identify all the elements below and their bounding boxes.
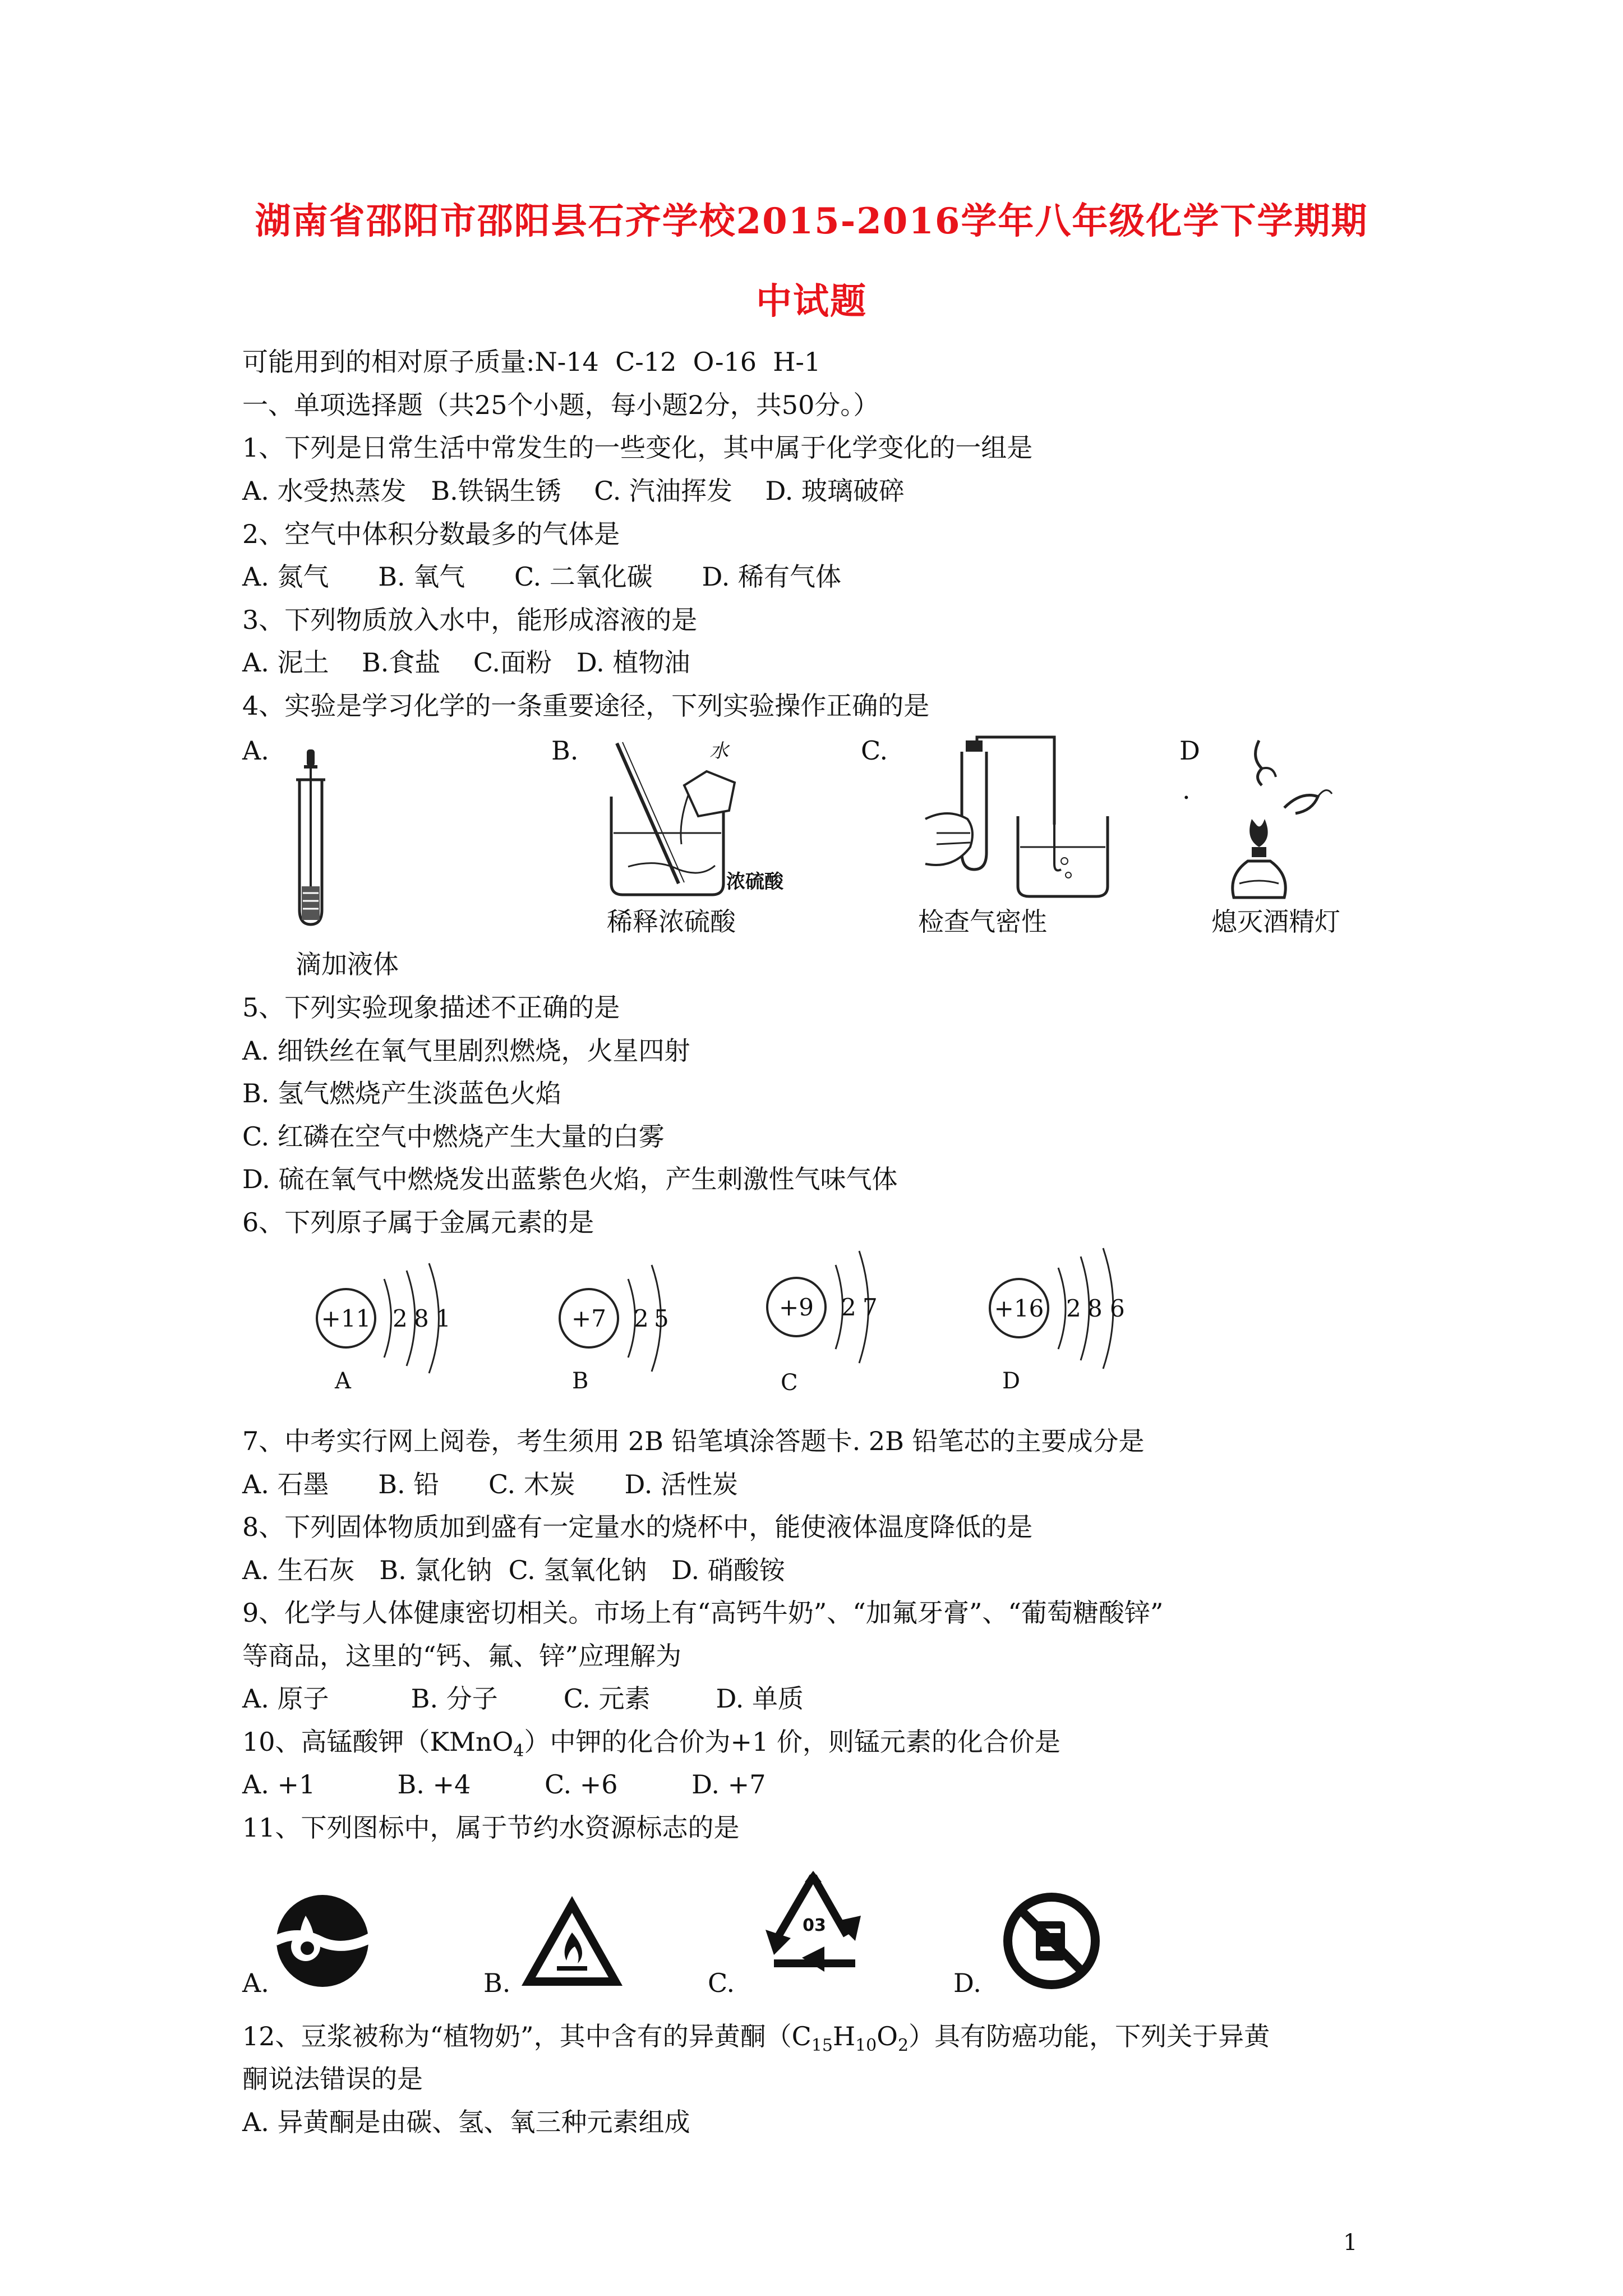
atom-d-shell-3: 6 [1110,1295,1125,1322]
question-7-stem: 7、中考实行网上阅卷，考生须用 2B 铅笔填涂答题卡. 2B 铅笔芯的主要成分是 [242,1426,1145,1456]
question-11-label-b: B. [483,1968,511,1998]
question-4-label-d: D [1179,735,1200,766]
question-12-sub-2: 10 [855,2036,877,2056]
document-title-line1: 湖南省邵阳市邵阳县石齐学校2015-2016学年八年级化学下学期期 [255,200,1368,242]
atom-d-label: D [1002,1368,1021,1394]
question-12-stem-a: 12、豆浆被称为“植物奶”，其中含有的异黄酮（C [242,2021,811,2051]
atom-d-shell-2: 8 [1087,1295,1103,1322]
question-12-stem-b: ）具有防癌功能，下列关于异黄 [909,2021,1270,2051]
question-5-option-a: A. 细铁丝在氧气里剧烈燃烧，火星四射 [242,1036,690,1066]
question-2-stem: 2、空气中体积分数最多的气体是 [242,519,620,549]
recycling-icon [751,1868,875,1986]
atomic-mass-note: 可能用到的相对原子质量:N-14 C-12 O-16 H-1 [242,347,821,377]
water-label: 水 [709,740,728,762]
question-12-sub-1: 15 [811,2036,833,2056]
question-6-stem: 6、下列原子属于金属元素的是 [242,1207,594,1237]
atom-a-shell-3: 1 [436,1305,451,1332]
question-9-options: A. 原子 B. 分子 C. 元素 D. 单质 [242,1683,804,1714]
caption-extinguish-lamp: 熄灭酒精灯 [1211,907,1340,937]
question-5-option-d: D. 硫在氧气中燃烧发出蓝紫色火焰，产生刺激性气味气体 [242,1164,898,1194]
caption-airtightness: 检查气密性 [918,907,1047,937]
atom-a-shell-1: 2 [393,1305,408,1332]
question-5-option-c: C. 红磷在空气中燃烧产生大量的白雾 [242,1121,665,1152]
atom-a-label: A [335,1368,351,1394]
question-12-stem [242,2023,1270,2054]
question-10-options: A. +1 B. +4 C. +6 D. +7 [242,1769,766,1800]
question-4-label-c: C. [861,735,888,766]
question-12-mid-1: H [832,2021,856,2051]
airtightness-check-figure [914,735,1122,903]
question-11-label-c: C. [708,1968,735,1998]
prohibition-icon [1001,1890,1102,1991]
question-7-options: A. 石墨 B. 铅 C. 木炭 D. 活性炭 [242,1469,738,1499]
question-4-label-d-dot: . [1182,775,1191,805]
atom-c-shell-1: 2 [841,1294,856,1321]
question-4-label-a: A. [242,735,269,766]
question-2-options: A. 氮气 B. 氧气 C. 二氧化碳 D. 稀有气体 [242,562,841,592]
flammable-warning-icon [519,1893,625,1989]
atom-c-label: C [781,1370,798,1396]
atom-diagram-c [763,1245,897,1396]
question-8-options: A. 生石灰 B. 氯化钠 C. 氢氧化钠 D. 硝酸铵 [242,1555,785,1585]
question-5-stem: 5、下列实验现象描述不正确的是 [242,992,620,1023]
question-10-stem [242,1729,1061,1760]
atom-c-shell-2: 7 [863,1294,878,1321]
question-11-label-a: A. [242,1968,269,1998]
alcohol-lamp-figure [1206,735,1335,903]
question-12-stem-cont: 酮说法错误的是 [242,2064,423,2094]
atom-b-shell-2: 5 [654,1305,669,1332]
question-11-label-d: D. [953,1968,981,1998]
page-number: 1 [1343,2230,1358,2256]
atom-a-nucleus: +11 [321,1305,371,1332]
atom-a-shell-2: 8 [414,1305,429,1332]
atom-d-nucleus: +16 [994,1295,1044,1322]
question-4-label-b: B. [551,735,579,766]
question-1-options: A. 水受热蒸发 B.铁锅生锈 C. 汽油挥发 D. 玻璃破碎 [242,476,905,506]
atom-b-shell-1: 2 [634,1305,649,1332]
question-3-options: A. 泥土 B.食盐 C.面粉 D. 植物油 [242,647,690,678]
acid-label: 浓硫酸 [726,871,783,893]
atom-d-shell-1: 2 [1066,1295,1081,1322]
question-5-option-b: B. 氢气燃烧产生淡蓝色火焰 [242,1078,562,1108]
question-10-stem-b: ）中钾的化合价为+1 价，则锰元素的化合价是 [524,1727,1061,1757]
atom-diagram-d [984,1245,1130,1394]
atom-b-nucleus: +7 [571,1305,606,1332]
question-4-stem: 4、实验是学习化学的一条重要途径，下列实验操作正确的是 [242,691,930,721]
atom-c-nucleus: +9 [779,1294,814,1321]
question-8-stem: 8、下列固体物质加到盛有一定量水的烧杯中，能使液体温度降低的是 [242,1512,1033,1542]
question-1-stem: 1、下列是日常生活中常发生的一些变化，其中属于化学变化的一组是 [242,432,1033,463]
question-12-option-a: A. 异黄酮是由碳、氢、氧三种元素组成 [242,2107,690,2137]
dilute-acid-figure [594,732,808,906]
question-9-stem-cont: 等商品，这里的“钙、氟、锌”应理解为 [242,1641,682,1671]
document-title-line2: 中试题 [756,280,867,323]
question-10-stem-a: 10、高锰酸钾（KMnO [242,1727,514,1757]
question-12-sub-3: 2 [897,2036,909,2056]
section-heading: 一、单项选择题（共25个小题，每小题2分，共50分。） [242,390,879,420]
caption-dilute-acid: 稀释浓硫酸 [607,907,736,937]
dropper-test-tube-figure [286,746,336,931]
question-9-stem: 9、化学与人体健康密切相关。市场上有“高钙牛奶”、“加氟牙膏”、“葡萄糖酸锌” [242,1598,1164,1628]
recycle-number: 03 [803,1916,826,1935]
question-12-mid-2: O [877,2021,898,2051]
question-10-subscript: 4 [513,1741,524,1761]
atom-diagram-b [555,1257,690,1394]
caption-add-liquid: 滴加液体 [296,949,399,979]
atom-diagram-a [311,1257,457,1394]
water-saving-icon [275,1893,370,1989]
question-3-stem: 3、下列物质放入水中，能形成溶液的是 [242,605,698,635]
atom-b-label: B [572,1368,589,1394]
question-11-stem: 11、下列图标中，属于节约水资源标志的是 [242,1812,740,1843]
